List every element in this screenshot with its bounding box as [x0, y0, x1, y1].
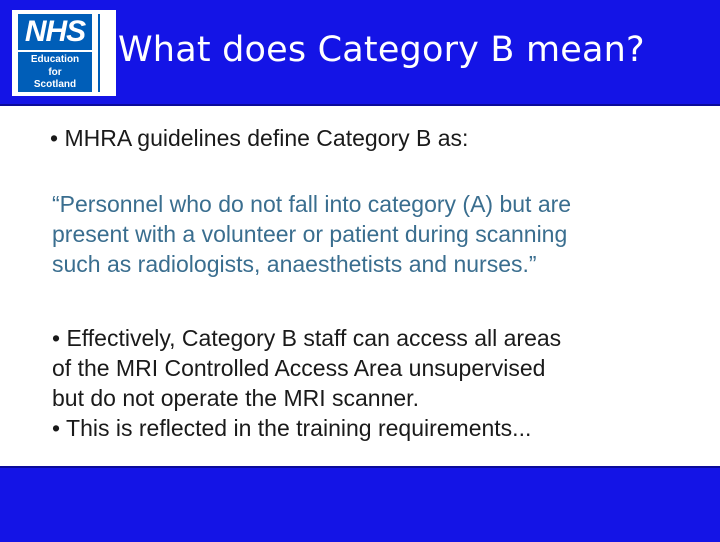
- logo-line-1: Education: [30, 54, 80, 65]
- bullet-text: • MHRA guidelines define Category B as:: [50, 125, 469, 151]
- bullet-effectively: [52, 323, 702, 443]
- footer-bar: [0, 466, 720, 542]
- logo-inner: [18, 14, 110, 92]
- bullet-line: but do not operate the MRI scanner.: [52, 385, 419, 411]
- logo-line-3: Scotland: [33, 79, 77, 90]
- logo-nhs-text: NHS: [18, 14, 92, 50]
- header-bar: [0, 0, 720, 106]
- bullet-line: of the MRI Controlled Access Area unsupervised: [52, 355, 546, 381]
- bullet-line: • This is reflected in the training requirements...: [52, 415, 532, 441]
- logo-line-2: for: [48, 66, 62, 78]
- category-b-definition-quote: [52, 189, 702, 279]
- logo-divider: [98, 14, 100, 92]
- quote-line: present with a volunteer or patient during scanning: [52, 221, 568, 247]
- logo-subtitle: [18, 52, 92, 92]
- bullet-line: • Effectively, Category B staff can access all areas: [52, 325, 562, 351]
- nhs-education-scotland-logo: [12, 10, 116, 96]
- quote-line: “Personnel who do not fall into category (A) but are: [52, 191, 572, 217]
- slide-title: What does Category B mean?: [118, 30, 645, 70]
- quote-line: such as radiologists, anaesthetists and nurses.”: [52, 251, 537, 277]
- bullet-mhra-guidelines: [50, 123, 700, 153]
